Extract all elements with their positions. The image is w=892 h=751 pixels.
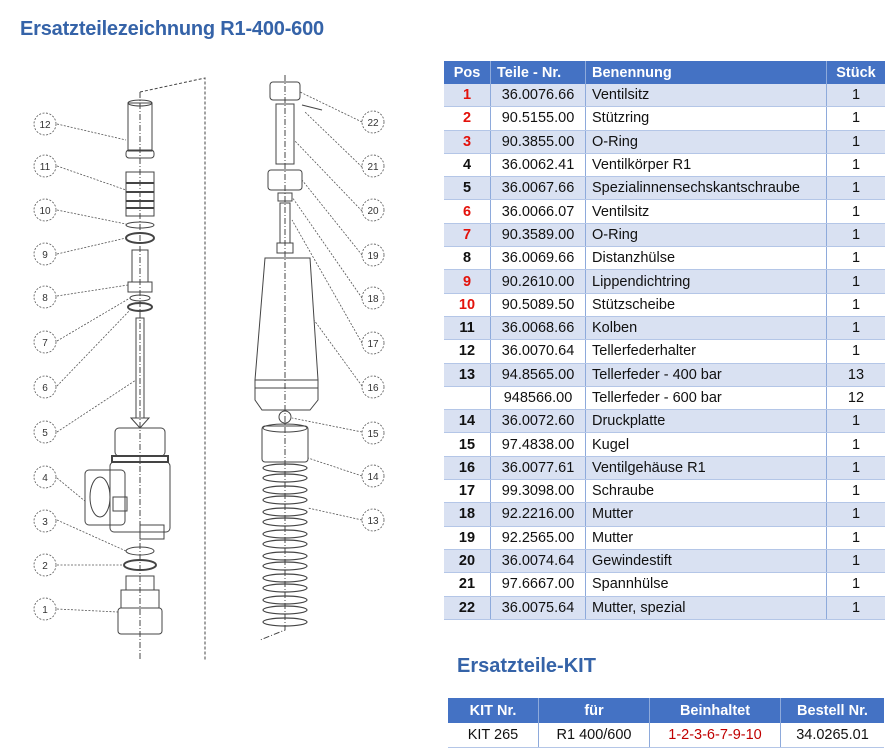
parts-table — [444, 61, 885, 620]
row-pos: 17 — [444, 480, 491, 503]
svg-text:6: 6 — [42, 383, 48, 394]
row-part-number: 90.5089.50 — [491, 293, 586, 316]
row-pos: 9 — [444, 270, 491, 293]
svg-text:18: 18 — [367, 294, 379, 305]
svg-text:14: 14 — [367, 472, 379, 483]
row-pos — [444, 386, 491, 409]
table-row — [444, 177, 885, 200]
col-pos: Pos — [444, 61, 491, 84]
table-row — [444, 153, 885, 176]
row-qty: 1 — [827, 270, 886, 293]
row-part-number: 92.2216.00 — [491, 503, 586, 526]
kit-row — [448, 723, 884, 748]
table-row — [444, 433, 885, 456]
row-qty: 1 — [827, 340, 886, 363]
svg-text:16: 16 — [367, 383, 379, 394]
row-part-number: 90.5155.00 — [491, 107, 586, 130]
table-row — [444, 363, 885, 386]
row-qty: 1 — [827, 84, 886, 107]
row-pos: 5 — [444, 177, 491, 200]
row-name: Tellerfederhalter — [586, 340, 827, 363]
table-row — [444, 293, 885, 316]
row-name: Gewindestift — [586, 549, 827, 572]
col-kit-nr: KIT Nr. — [448, 698, 539, 723]
row-name: O-Ring — [586, 130, 827, 153]
kit-order-nr: 34.0265.01 — [781, 723, 885, 748]
row-qty: 1 — [827, 177, 886, 200]
kit-title: Ersatzteile-KIT — [457, 655, 596, 677]
table-row — [444, 456, 885, 479]
row-pos: 18 — [444, 503, 491, 526]
row-part-number: 90.3855.00 — [491, 130, 586, 153]
row-part-number: 36.0069.66 — [491, 247, 586, 270]
row-name: Spezialinnensechskantschraube — [586, 177, 827, 200]
row-part-number: 36.0070.64 — [491, 340, 586, 363]
row-qty: 1 — [827, 596, 886, 619]
row-qty: 1 — [827, 410, 886, 433]
row-qty: 12 — [827, 386, 886, 409]
svg-text:7: 7 — [42, 338, 48, 349]
row-pos: 1 — [444, 84, 491, 107]
table-row — [444, 107, 885, 130]
svg-text:12: 12 — [39, 120, 51, 131]
row-name: Stützring — [586, 107, 827, 130]
kit-fuer: R1 400/600 — [539, 723, 650, 748]
row-pos: 2 — [444, 107, 491, 130]
table-row — [444, 130, 885, 153]
row-qty: 1 — [827, 316, 886, 339]
row-name: Tellerfeder - 400 bar — [586, 363, 827, 386]
svg-text:10: 10 — [39, 206, 51, 217]
kit-contents: 1-2-3-6-7-9-10 — [650, 723, 781, 748]
table-row — [444, 526, 885, 549]
page-title: Ersatzteilezeichnung R1-400-600 — [20, 18, 324, 40]
row-name: Kugel — [586, 433, 827, 456]
svg-text:1: 1 — [42, 605, 48, 616]
row-qty: 1 — [827, 153, 886, 176]
parts-table-body — [444, 84, 885, 619]
row-part-number: 97.6667.00 — [491, 573, 586, 596]
row-qty: 13 — [827, 363, 886, 386]
row-pos: 8 — [444, 247, 491, 270]
row-qty: 1 — [827, 247, 886, 270]
row-qty: 1 — [827, 549, 886, 572]
svg-text:15: 15 — [367, 429, 379, 440]
svg-text:8: 8 — [42, 293, 48, 304]
row-part-number: 948566.00 — [491, 386, 586, 409]
kit-table — [448, 698, 884, 748]
row-pos: 22 — [444, 596, 491, 619]
row-part-number: 92.2565.00 — [491, 526, 586, 549]
row-name: Ventilkörper R1 — [586, 153, 827, 176]
row-qty: 1 — [827, 573, 886, 596]
row-pos: 3 — [444, 130, 491, 153]
row-name: O-Ring — [586, 223, 827, 246]
row-name: Ventilsitz — [586, 200, 827, 223]
table-row — [444, 410, 885, 433]
row-name: Mutter — [586, 503, 827, 526]
row-name: Stützscheibe — [586, 293, 827, 316]
col-order-nr: Bestell Nr. — [781, 698, 885, 723]
row-qty: 1 — [827, 503, 886, 526]
table-row — [444, 573, 885, 596]
row-part-number: 36.0062.41 — [491, 153, 586, 176]
row-pos: 19 — [444, 526, 491, 549]
row-pos: 15 — [444, 433, 491, 456]
row-name: Tellerfeder - 600 bar — [586, 386, 827, 409]
svg-text:17: 17 — [367, 339, 379, 350]
row-pos: 20 — [444, 549, 491, 572]
svg-text:21: 21 — [367, 162, 379, 173]
row-part-number: 90.3589.00 — [491, 223, 586, 246]
table-row — [444, 340, 885, 363]
row-part-number: 36.0067.66 — [491, 177, 586, 200]
row-qty: 1 — [827, 200, 886, 223]
svg-text:19: 19 — [367, 251, 379, 262]
svg-text:5: 5 — [42, 428, 48, 439]
svg-text:9: 9 — [42, 250, 48, 261]
row-pos: 12 — [444, 340, 491, 363]
row-pos: 6 — [444, 200, 491, 223]
table-row — [444, 247, 885, 270]
svg-text:20: 20 — [367, 206, 379, 217]
table-row — [444, 223, 885, 246]
row-part-number: 94.8565.00 — [491, 363, 586, 386]
row-qty: 1 — [827, 107, 886, 130]
row-part-number: 36.0076.66 — [491, 84, 586, 107]
row-qty: 1 — [827, 130, 886, 153]
row-name: Mutter — [586, 526, 827, 549]
row-part-number: 36.0068.66 — [491, 316, 586, 339]
svg-text:3: 3 — [42, 517, 48, 528]
row-pos: 4 — [444, 153, 491, 176]
col-fuer: für — [539, 698, 650, 723]
row-qty: 1 — [827, 526, 886, 549]
table-row — [444, 503, 885, 526]
row-pos: 7 — [444, 223, 491, 246]
row-qty: 1 — [827, 223, 886, 246]
row-name: Druckplatte — [586, 410, 827, 433]
svg-text:13: 13 — [367, 516, 379, 527]
row-qty: 1 — [827, 480, 886, 503]
table-row — [444, 200, 885, 223]
row-part-number: 97.4838.00 — [491, 433, 586, 456]
exploded-parts-drawing — [0, 60, 440, 660]
row-name: Lippendichtring — [586, 270, 827, 293]
row-qty: 1 — [827, 433, 886, 456]
table-row — [444, 549, 885, 572]
row-name: Spannhülse — [586, 573, 827, 596]
row-part-number: 36.0075.64 — [491, 596, 586, 619]
row-pos: 21 — [444, 573, 491, 596]
row-part-number: 36.0077.61 — [491, 456, 586, 479]
row-name: Mutter, spezial — [586, 596, 827, 619]
row-part-number: 36.0074.64 — [491, 549, 586, 572]
row-part-number: 36.0072.60 — [491, 410, 586, 433]
table-row — [444, 270, 885, 293]
row-name: Kolben — [586, 316, 827, 339]
kit-nr: KIT 265 — [448, 723, 539, 748]
row-pos: 14 — [444, 410, 491, 433]
svg-text:11: 11 — [39, 162, 51, 173]
col-part-number: Teile - Nr. — [491, 61, 586, 84]
col-name: Benennung — [586, 61, 827, 84]
row-name: Schraube — [586, 480, 827, 503]
row-part-number: 99.3098.00 — [491, 480, 586, 503]
col-contents: Beinhaltet — [650, 698, 781, 723]
row-name: Distanzhülse — [586, 247, 827, 270]
table-row — [444, 316, 885, 339]
row-pos: 16 — [444, 456, 491, 479]
table-row — [444, 596, 885, 619]
row-qty: 1 — [827, 456, 886, 479]
table-row — [444, 386, 885, 409]
svg-text:4: 4 — [42, 473, 48, 484]
row-pos: 11 — [444, 316, 491, 339]
parts-table-header — [444, 61, 885, 84]
row-part-number: 36.0066.07 — [491, 200, 586, 223]
row-pos: 10 — [444, 293, 491, 316]
col-qty: Stück — [827, 61, 886, 84]
table-row — [444, 480, 885, 503]
row-part-number: 90.2610.00 — [491, 270, 586, 293]
row-name: Ventilsitz — [586, 84, 827, 107]
kit-table-header — [448, 698, 884, 723]
svg-text:22: 22 — [367, 118, 379, 129]
svg-text:2: 2 — [42, 561, 48, 572]
row-pos: 13 — [444, 363, 491, 386]
row-name: Ventilgehäuse R1 — [586, 456, 827, 479]
row-qty: 1 — [827, 293, 886, 316]
table-row — [444, 84, 885, 107]
